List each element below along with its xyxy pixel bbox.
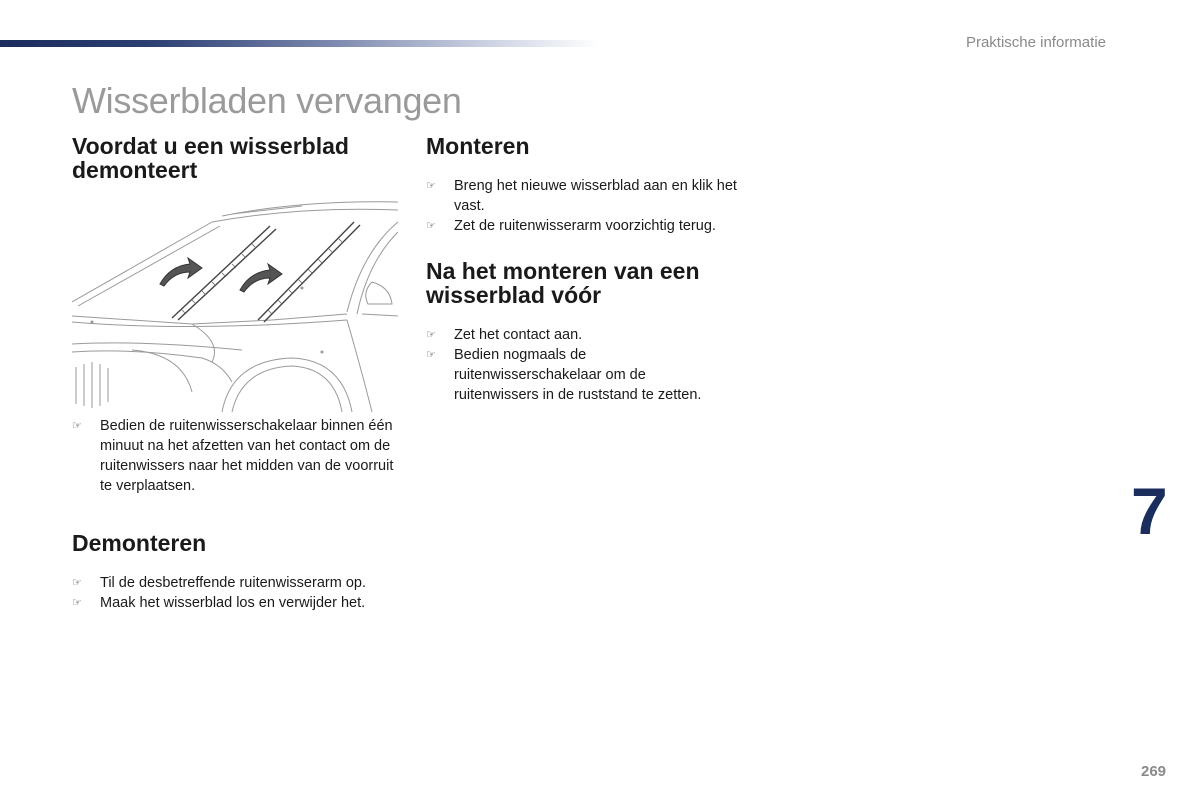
left-column	[72, 134, 402, 182]
pointing-hand-icon: ☞	[426, 180, 436, 192]
list-item	[426, 325, 756, 345]
heading-before-removal: Voordat u een wisserblad demonteert	[72, 133, 349, 183]
pointing-hand-icon: ☞	[426, 349, 436, 361]
bullet-text: Til de desbetreffende ruitenwisserarm op.	[100, 575, 366, 591]
bullet-text: Bedien nogmaals de ruitenwisserschakelaar om de ruitenwissers in de ruststand te zetten.	[454, 347, 702, 403]
heading-after-mount: Na het monteren van een wisserblad vóór	[426, 258, 700, 308]
page-number: 269	[1141, 763, 1167, 780]
pointing-hand-icon: ☞	[72, 577, 82, 589]
list-item	[426, 345, 724, 405]
list-item	[426, 176, 744, 216]
bullet-text: Maak het wisserblad los en verwijder het.	[100, 595, 366, 611]
page-title: Wisserbladen vervangen	[72, 80, 462, 121]
bullet-text: Bedien de ruitenwisserschakelaar binnen één minuut na het afzetten van het contact om de ruitenwissers naar het midden van de voorruit te verplaatsen.	[100, 418, 394, 494]
heading-mount: Monteren	[426, 133, 530, 159]
wiper-illustration	[72, 192, 398, 412]
left-section-demount	[72, 531, 402, 613]
bullet-text: Zet de ruitenwisserarm voorzichtig terug.	[454, 218, 716, 234]
pointing-hand-icon: ☞	[72, 420, 82, 432]
middle-section-after-mount	[426, 259, 756, 405]
bullet-text: Breng het nieuwe wisserblad aan en klik het vast.	[454, 178, 737, 214]
left-bullets-1	[72, 416, 402, 496]
bullet-text: Zet het contact aan.	[454, 327, 583, 343]
section-label: Praktische informatie	[965, 34, 1106, 51]
heading-demount: Demonteren	[72, 530, 207, 556]
chapter-number: 7	[1131, 474, 1168, 548]
list-item	[426, 216, 756, 236]
middle-column	[426, 134, 756, 236]
list-item	[72, 573, 402, 593]
header-gradient-bar	[0, 40, 600, 47]
list-item	[72, 593, 402, 613]
pointing-hand-icon: ☞	[426, 329, 436, 341]
pointing-hand-icon: ☞	[426, 220, 436, 232]
list-item	[72, 416, 402, 496]
pointing-hand-icon: ☞	[72, 597, 82, 609]
